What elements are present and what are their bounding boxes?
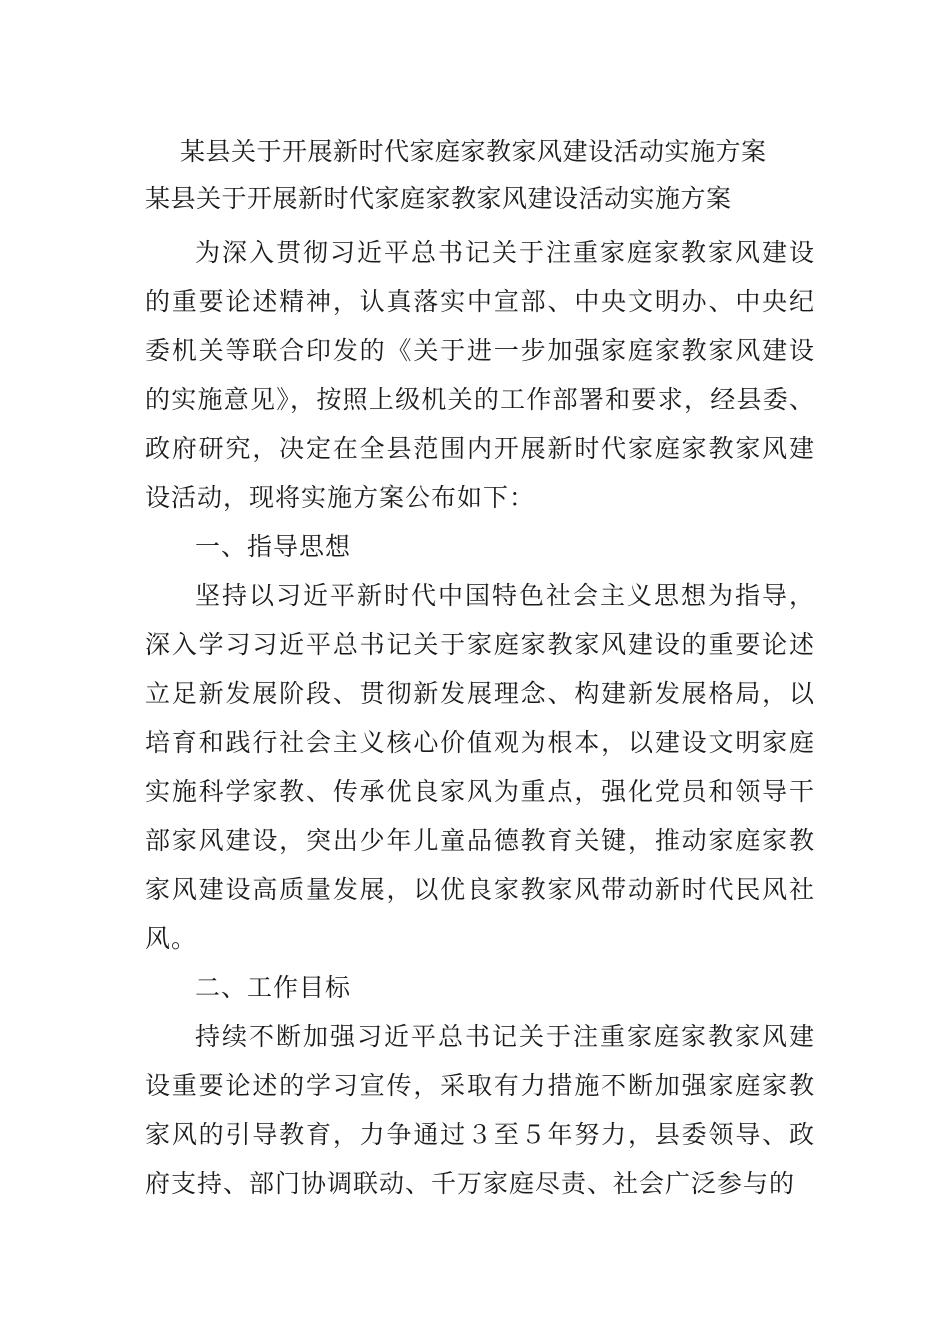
intro-paragraph: 为深入贯彻习近平总书记关于注重家庭家教家风建设的重要论述精神，认真落实中宣部、中央文明办、中央纪委机关等联合印发的《关于进一步加强家庭家教家风建设的实施意见》，按照上级机关的工作部署和要求，经县委、政府研究，决定在全县范围内开展新时代家庭家教家风建设活动，现将实施方案公布如下： <box>145 238 815 512</box>
document-body <box>145 228 815 1208</box>
document-subtitle: 某县关于开展新时代家庭家教家风建设活动实施方案 <box>145 184 732 213</box>
section-paragraph-work-goals: 持续不断加强习近平总书记关于注重家庭家教家风建设重要论述的学习宣传，采取有力措施不断加强家庭家教家风的引导教育，力争通过３至５年努力，县委领导、政府支持、部门协调联动、千万家庭尽责、社会广泛参与的 <box>145 1022 815 1198</box>
section-heading-work-goals: 二、工作目标 <box>195 973 352 1002</box>
section-paragraph-guiding-ideology: 坚持以习近平新时代中国特色社会主义思想为指导，深入学习习近平总书记关于家庭家教家风建设的重要论述立足新发展阶段、贯彻新发展理念、构建新发展格局，以培育和践行社会主义核心价值观为根本，以建设文明家庭实施科学家教、传承优良家风为重点，强化党员和领导干部家风建设，突出少年儿童品德教育关键，推动家庭家教家风建设高质量发展，以优良家教家风带动新时代民风社风。 <box>145 581 815 953</box>
document-title: 某县关于开展新时代家庭家教家风建设活动实施方案 <box>180 137 767 166</box>
section-heading-guiding-ideology: 一、指导思想 <box>195 532 352 561</box>
